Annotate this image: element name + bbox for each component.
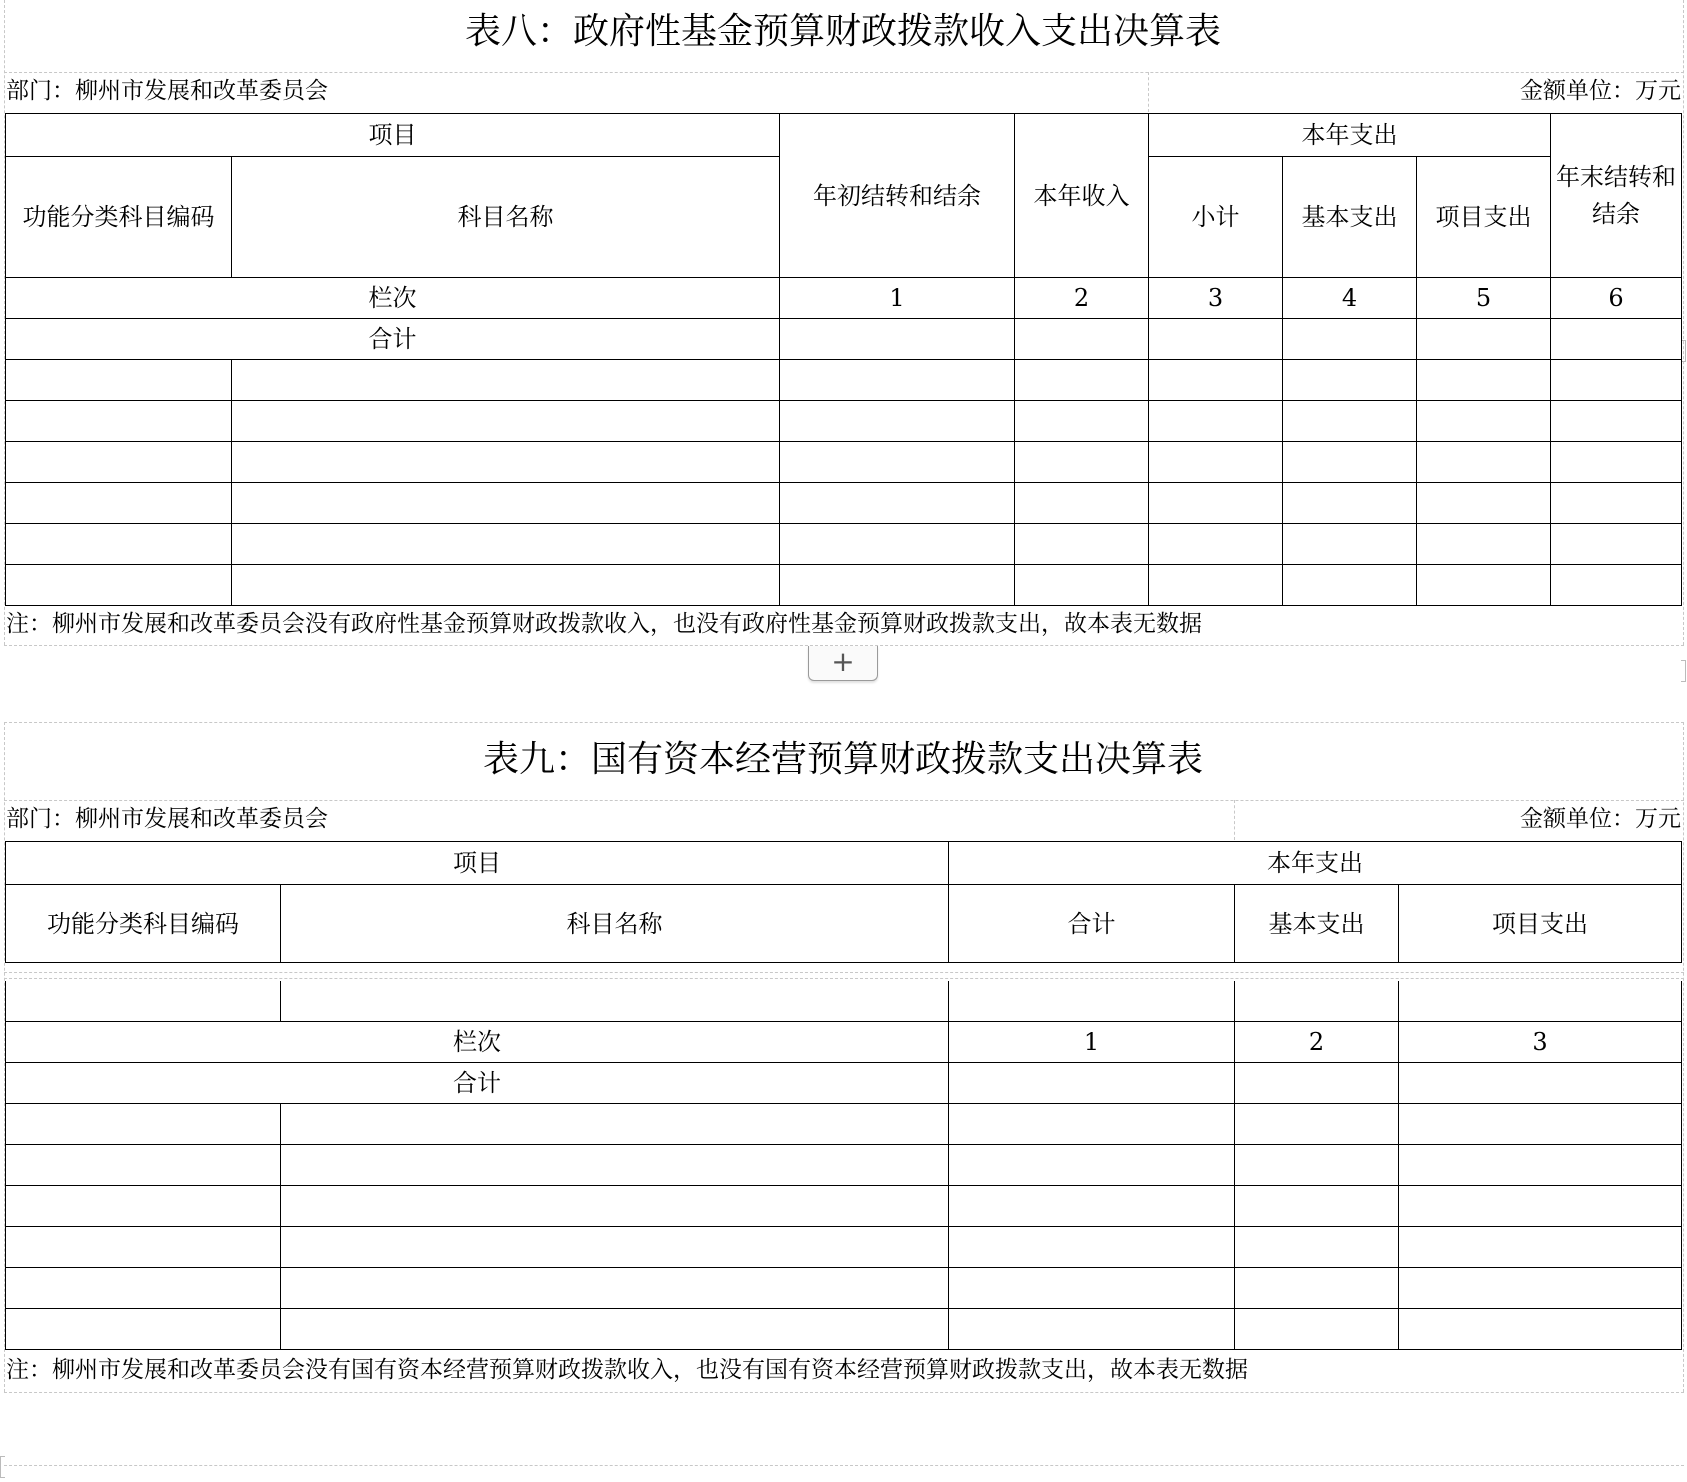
table-row bbox=[6, 1308, 1682, 1349]
table-cell bbox=[281, 981, 949, 1021]
column-number: 3 bbox=[1149, 278, 1283, 319]
column-row-label: 栏次 bbox=[6, 278, 780, 319]
table-cell bbox=[1149, 401, 1283, 442]
table-row bbox=[6, 401, 1682, 442]
table-cell bbox=[6, 981, 281, 1021]
table8-unit: 金额单位：万元 bbox=[1520, 78, 1681, 104]
table-cell bbox=[1399, 1267, 1682, 1308]
column-number: 1 bbox=[949, 1021, 1235, 1062]
header-project: 项目支出 bbox=[1399, 885, 1682, 963]
page-guide bbox=[1683, 722, 1684, 1392]
table8-department: 部门：柳州市发展和改革委员会 bbox=[6, 78, 328, 104]
table-cell bbox=[1015, 483, 1149, 524]
table-cell bbox=[1015, 360, 1149, 401]
table-cell bbox=[1015, 524, 1149, 565]
table-cell bbox=[6, 442, 232, 483]
table-cell bbox=[6, 1103, 281, 1144]
table-cell bbox=[1551, 524, 1682, 565]
header-item: 项目 bbox=[6, 842, 949, 885]
table-cell bbox=[6, 401, 232, 442]
table-cell bbox=[1235, 1185, 1399, 1226]
table-cell bbox=[1399, 1308, 1682, 1349]
table-cell bbox=[281, 1144, 949, 1185]
table-cell bbox=[1015, 565, 1149, 606]
table-cell bbox=[1399, 981, 1682, 1021]
table-cell bbox=[1283, 401, 1417, 442]
table-cell bbox=[6, 360, 232, 401]
table-cell bbox=[1399, 1185, 1682, 1226]
page-guide bbox=[1683, 0, 1684, 645]
table9-unit: 金额单位：万元 bbox=[1520, 806, 1681, 832]
table9-department: 部门：柳州市发展和改革委员会 bbox=[6, 806, 328, 832]
column-number: 6 bbox=[1551, 278, 1682, 319]
table-cell bbox=[949, 1267, 1235, 1308]
table-cell bbox=[1417, 442, 1551, 483]
table9-header-grid bbox=[5, 841, 1682, 963]
expand-plus-button[interactable]: + bbox=[808, 646, 878, 681]
table-cell bbox=[6, 1144, 281, 1185]
table-cell bbox=[281, 1267, 949, 1308]
table-cell bbox=[1417, 483, 1551, 524]
page-guide bbox=[4, 72, 1684, 73]
table-cell bbox=[6, 565, 232, 606]
table-row bbox=[6, 1226, 1682, 1267]
table-cell bbox=[232, 565, 780, 606]
table-cell bbox=[780, 524, 1015, 565]
table-cell bbox=[1551, 442, 1682, 483]
table-cell bbox=[949, 1185, 1235, 1226]
header-basic: 基本支出 bbox=[1235, 885, 1399, 963]
table-cell bbox=[780, 319, 1015, 360]
table-cell bbox=[1551, 319, 1682, 360]
table-cell bbox=[6, 1226, 281, 1267]
column-row-label: 栏次 bbox=[6, 1021, 949, 1062]
table-cell bbox=[1149, 319, 1283, 360]
header-code: 功能分类科目编码 bbox=[6, 885, 281, 963]
column-number: 3 bbox=[1399, 1021, 1682, 1062]
page-break-guide bbox=[4, 978, 1684, 979]
column-number: 1 bbox=[780, 278, 1015, 319]
header-name: 科目名称 bbox=[232, 157, 780, 278]
table-cell bbox=[1235, 1267, 1399, 1308]
table-cell bbox=[232, 360, 780, 401]
table-cell bbox=[1149, 524, 1283, 565]
table9-header-row-2 bbox=[6, 885, 1682, 963]
table-cell bbox=[1551, 401, 1682, 442]
table-cell bbox=[1015, 319, 1149, 360]
table-cell bbox=[949, 1103, 1235, 1144]
table-cell bbox=[780, 360, 1015, 401]
column-number: 4 bbox=[1283, 278, 1417, 319]
table-cell bbox=[1399, 1144, 1682, 1185]
page-break-guide bbox=[4, 972, 1684, 973]
table-cell bbox=[281, 1308, 949, 1349]
table8-column-row bbox=[6, 278, 1682, 319]
page-corner-mark bbox=[1681, 660, 1686, 682]
table-cell bbox=[1551, 565, 1682, 606]
table9-column-row bbox=[6, 1021, 1682, 1062]
table-cell bbox=[6, 1308, 281, 1349]
table-cell bbox=[1235, 1308, 1399, 1349]
table8-total-row bbox=[6, 319, 1682, 360]
table-cell bbox=[1149, 360, 1283, 401]
table-cell bbox=[1417, 319, 1551, 360]
table8-note: 注：柳州市发展和改革委员会没有政府性基金预算财政拨款收入，也没有政府性基金预算财政拨款支出，故本表无数据 bbox=[6, 611, 1202, 637]
table-row bbox=[6, 1185, 1682, 1226]
table-cell bbox=[1551, 483, 1682, 524]
table-row bbox=[6, 483, 1682, 524]
table-cell bbox=[1283, 442, 1417, 483]
total-label: 合计 bbox=[6, 319, 780, 360]
table-cell bbox=[1283, 360, 1417, 401]
table9-total-row bbox=[6, 1062, 1682, 1103]
table-cell bbox=[1149, 442, 1283, 483]
table-cell bbox=[780, 401, 1015, 442]
table-cell bbox=[1149, 565, 1283, 606]
header-expense: 本年支出 bbox=[949, 842, 1682, 885]
header-expense: 本年支出 bbox=[1149, 114, 1551, 157]
table-cell bbox=[1399, 1103, 1682, 1144]
table-cell bbox=[1417, 524, 1551, 565]
table-cell bbox=[780, 483, 1015, 524]
table-cell bbox=[6, 483, 232, 524]
column-number: 2 bbox=[1235, 1021, 1399, 1062]
page-guide bbox=[1148, 72, 1149, 112]
table-cell bbox=[1235, 1226, 1399, 1267]
table-cell bbox=[1417, 360, 1551, 401]
table-cell bbox=[780, 565, 1015, 606]
table-row bbox=[6, 565, 1682, 606]
table-cell bbox=[1399, 1062, 1682, 1103]
table-cell bbox=[281, 1226, 949, 1267]
table-row bbox=[6, 981, 1682, 1021]
table-cell bbox=[949, 981, 1235, 1021]
table-row bbox=[6, 1267, 1682, 1308]
table-cell bbox=[949, 1062, 1235, 1103]
table-cell bbox=[1283, 524, 1417, 565]
table9-note: 注：柳州市发展和改革委员会没有国有资本经营预算财政拨款收入，也没有国有资本经营预算财政拨款支出，故本表无数据 bbox=[6, 1357, 1248, 1383]
table-cell bbox=[1399, 1226, 1682, 1267]
page-guide bbox=[4, 1392, 1684, 1393]
table-cell bbox=[1149, 483, 1283, 524]
table-cell bbox=[232, 524, 780, 565]
table-cell bbox=[6, 1267, 281, 1308]
table-cell bbox=[281, 1103, 949, 1144]
table-row bbox=[6, 1103, 1682, 1144]
table-cell bbox=[1015, 401, 1149, 442]
table-row bbox=[6, 524, 1682, 565]
table-cell bbox=[1235, 1062, 1399, 1103]
table-cell bbox=[949, 1308, 1235, 1349]
header-income: 本年收入 bbox=[1015, 114, 1149, 278]
column-number: 2 bbox=[1015, 278, 1149, 319]
table-row bbox=[6, 1144, 1682, 1185]
header-name: 科目名称 bbox=[281, 885, 949, 963]
table-cell bbox=[949, 1144, 1235, 1185]
page-corner-mark bbox=[0, 1456, 5, 1478]
table-cell bbox=[232, 401, 780, 442]
header-code: 功能分类科目编码 bbox=[6, 157, 232, 278]
table-cell bbox=[1551, 360, 1682, 401]
header-basic: 基本支出 bbox=[1283, 157, 1417, 278]
column-number: 5 bbox=[1417, 278, 1551, 319]
table-cell bbox=[1235, 1103, 1399, 1144]
table-row bbox=[6, 360, 1682, 401]
total-label: 合计 bbox=[6, 1062, 949, 1103]
page-guide bbox=[4, 800, 1684, 801]
table-cell bbox=[232, 483, 780, 524]
header-total: 合计 bbox=[949, 885, 1235, 963]
table-cell bbox=[1015, 442, 1149, 483]
table-cell bbox=[1417, 565, 1551, 606]
page-guide bbox=[4, 722, 1684, 723]
table-cell bbox=[6, 1185, 281, 1226]
table-cell bbox=[1283, 565, 1417, 606]
header-project: 项目支出 bbox=[1417, 157, 1551, 278]
page-guide bbox=[4, 1465, 1684, 1466]
table9-body-grid bbox=[5, 981, 1682, 1350]
table-cell bbox=[6, 524, 232, 565]
table-cell bbox=[232, 442, 780, 483]
table-cell bbox=[1283, 483, 1417, 524]
table-cell bbox=[281, 1185, 949, 1226]
table-row bbox=[6, 442, 1682, 483]
table9-title: 表九：国有资本经营预算财政拨款支出决算表 bbox=[482, 739, 1203, 780]
table-cell bbox=[1417, 401, 1551, 442]
table-cell bbox=[949, 1226, 1235, 1267]
table8-grid bbox=[5, 113, 1682, 606]
header-subtotal: 小计 bbox=[1149, 157, 1283, 278]
header-carryover-end: 年末结转和结余 bbox=[1551, 114, 1682, 278]
table-cell bbox=[1235, 981, 1399, 1021]
table-cell bbox=[1235, 1144, 1399, 1185]
table-cell bbox=[1283, 319, 1417, 360]
table8-title: 表八：政府性基金预算财政拨款收入支出决算表 bbox=[464, 11, 1221, 52]
header-carryover-begin: 年初结转和结余 bbox=[780, 114, 1015, 278]
table9-header-row-1 bbox=[6, 842, 1682, 885]
page-guide bbox=[1234, 800, 1235, 840]
header-item: 项目 bbox=[6, 114, 780, 157]
table8-header-row-1 bbox=[6, 114, 1682, 157]
table-cell bbox=[780, 442, 1015, 483]
